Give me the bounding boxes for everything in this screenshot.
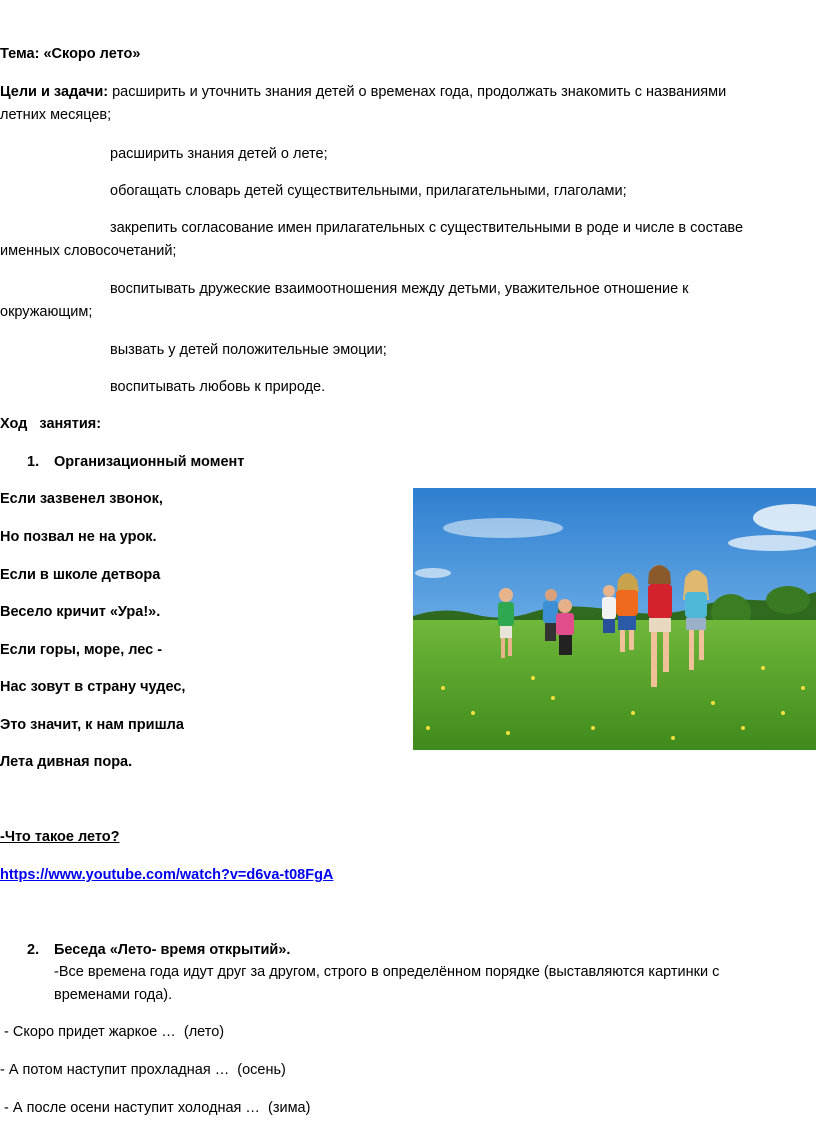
section-2-text-line-2: временами года). — [54, 987, 173, 1003]
children-meadow-photo — [413, 488, 816, 750]
goal-item-6: воспитывать любовь к природе. — [110, 379, 326, 395]
section-2-title: Беседа «Лето- время открытий». — [54, 942, 291, 958]
topic-label: Тема: — [0, 46, 40, 62]
section-2-number: 2. — [27, 942, 40, 958]
goal-item-1: расширить знания детей о лете; — [110, 146, 328, 162]
section-1-number: 1. — [27, 454, 40, 470]
poem-line-5: Если горы, море, лес - — [0, 642, 163, 658]
topic-value: «Скоро лето» — [43, 46, 141, 62]
goal-item-4: воспитывать дружеские взаимоотношения между детьми, уважительное отношение к — [110, 281, 689, 297]
goals-label: Цели и задачи: — [0, 84, 109, 100]
poem-line-7: Это значит, к нам пришла — [0, 717, 184, 733]
poem-line-4: Весело кричит «Ура!». — [0, 604, 161, 620]
poem-line-1: Если зазвенел звонок, — [0, 491, 163, 507]
goal-item-5: вызвать у детей положительные эмоции; — [110, 342, 387, 358]
poem-line-3: Если в школе детвора — [0, 567, 161, 583]
goals-line — [0, 82, 726, 102]
course-title: Ход занятия: — [0, 416, 102, 432]
goal-item-3-cont: именных словосочетаний; — [0, 243, 177, 259]
question-text: -Что такое лето? — [0, 829, 120, 845]
dialog-line-3: - А после осени наступит холодная … (зима) — [0, 1100, 311, 1116]
dialog-line-1: - Скоро придет жаркое … (лето) — [0, 1024, 225, 1040]
poem-line-2: Но позвал не на урок. — [0, 529, 157, 545]
goals-first-cont: летних месяцев; — [0, 107, 112, 123]
section-2-text-line-1: -Все времена года идут друг за другом, строго в определённом порядке (выставляются картинки с — [54, 964, 720, 980]
goal-item-4-cont: окружающим; — [0, 304, 93, 320]
dialog-line-2: - А потом наступит прохладная … (осень) — [0, 1062, 286, 1078]
goal-item-3: закрепить согласование имен прилагательных с существительными в роде и числе в составе — [110, 220, 744, 236]
poem-line-8: Лета дивная пора. — [0, 754, 133, 770]
goals-first-line: расширить и уточнить знания детей о временах года, продолжать знакомить с названиями — [112, 84, 727, 100]
youtube-link[interactable] — [0, 865, 333, 885]
topic-line — [0, 44, 140, 64]
poem-line-6: Нас зовут в страну чудес, — [0, 679, 186, 695]
youtube-link-text[interactable]: https://www.youtube.com/watch?v=d6va-t08FgA — [0, 867, 334, 883]
goal-item-2: обогащать словарь детей существительными, прилагательными, глаголами; — [110, 183, 627, 199]
section-1-title: Организационный момент — [54, 454, 245, 470]
